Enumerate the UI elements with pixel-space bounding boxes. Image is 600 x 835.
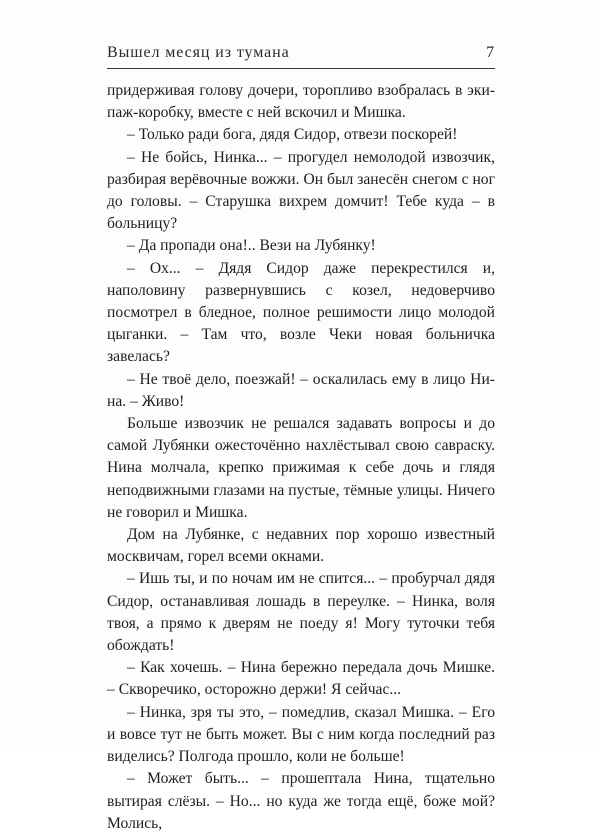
- paragraph: – Ох... – Дядя Сидор даже перекрестился и, наполовину развернувшись с козел, недоверчиво посмотрел в бледное, полное решимости лицо молодой цыганки. – Там что, возле Чеки новая больничка завелась?: [107, 259, 495, 366]
- paragraph: – Не твоё дело, поезжай! – оскалилась ему в лицо Нина. – Живо!: [107, 370, 495, 410]
- paragraph: – Может быть... – прошептала Нина, тщательно вытирая слёзы. – Но... но куда же тогда ещё, боже мой? Молись,: [107, 770, 495, 832]
- page-number: 7: [486, 44, 495, 61]
- paragraph: – Нинка, зря ты это, – помедлив, сказал Мишка. – Его и вовсе тут не быть может. Вы с ним когда последний раз виделись? Полгода прошло, коли не больше!: [107, 703, 495, 766]
- paragraph: – Как хочешь. – Нина бережно передала дочь Мишке. – Скворечико, осторожно держи! Я сейчас...: [107, 659, 495, 699]
- running-head: [107, 44, 495, 66]
- paragraph: Дом на Лубянке, с недавних пор хорошо известный москвичам, горел всеми окнами.: [107, 526, 495, 566]
- paragraph: – Не бойсь, Нинка... – прогудел немолодой извозчик, разбирая верёвочные вожжи. Он был занесён снегом с ног до головы. – Старушка вихрем домчит! Тебе куда – в больницу?: [107, 148, 495, 233]
- body-text: [107, 80, 495, 835]
- paragraph: – Ишь ты, и по ночам им не спится... – пробурчал дядя Сидор, останавливая лошадь в переулке. – Нинка, воля твоя, а прямо к дверям не поеду я! Могу туточки тебя обождать!: [107, 570, 495, 655]
- header-rule: [107, 68, 495, 69]
- paragraph: – Только ради бога, дядя Сидор, отвези поскорей!: [127, 126, 458, 144]
- paragraph-continued: придерживая голову дочери, торопливо взобралась в экипаж-коробку, вместе с ней вскочил и Мишка.: [107, 82, 495, 122]
- paragraph: – Да пропади она!.. Вези на Лубянку!: [127, 237, 376, 255]
- paragraph: Больше извозчик не решался задавать вопросы и до самой Лубянки ожесточённо нахлёстывал свою савраску. Нина молчала, крепко прижимая к себе дочь и глядя неподвижными глазами на пустые, тёмные улицы. Ничего не говорил и Мишка.: [107, 415, 495, 521]
- running-title: Вышел месяц из тумана: [107, 44, 290, 61]
